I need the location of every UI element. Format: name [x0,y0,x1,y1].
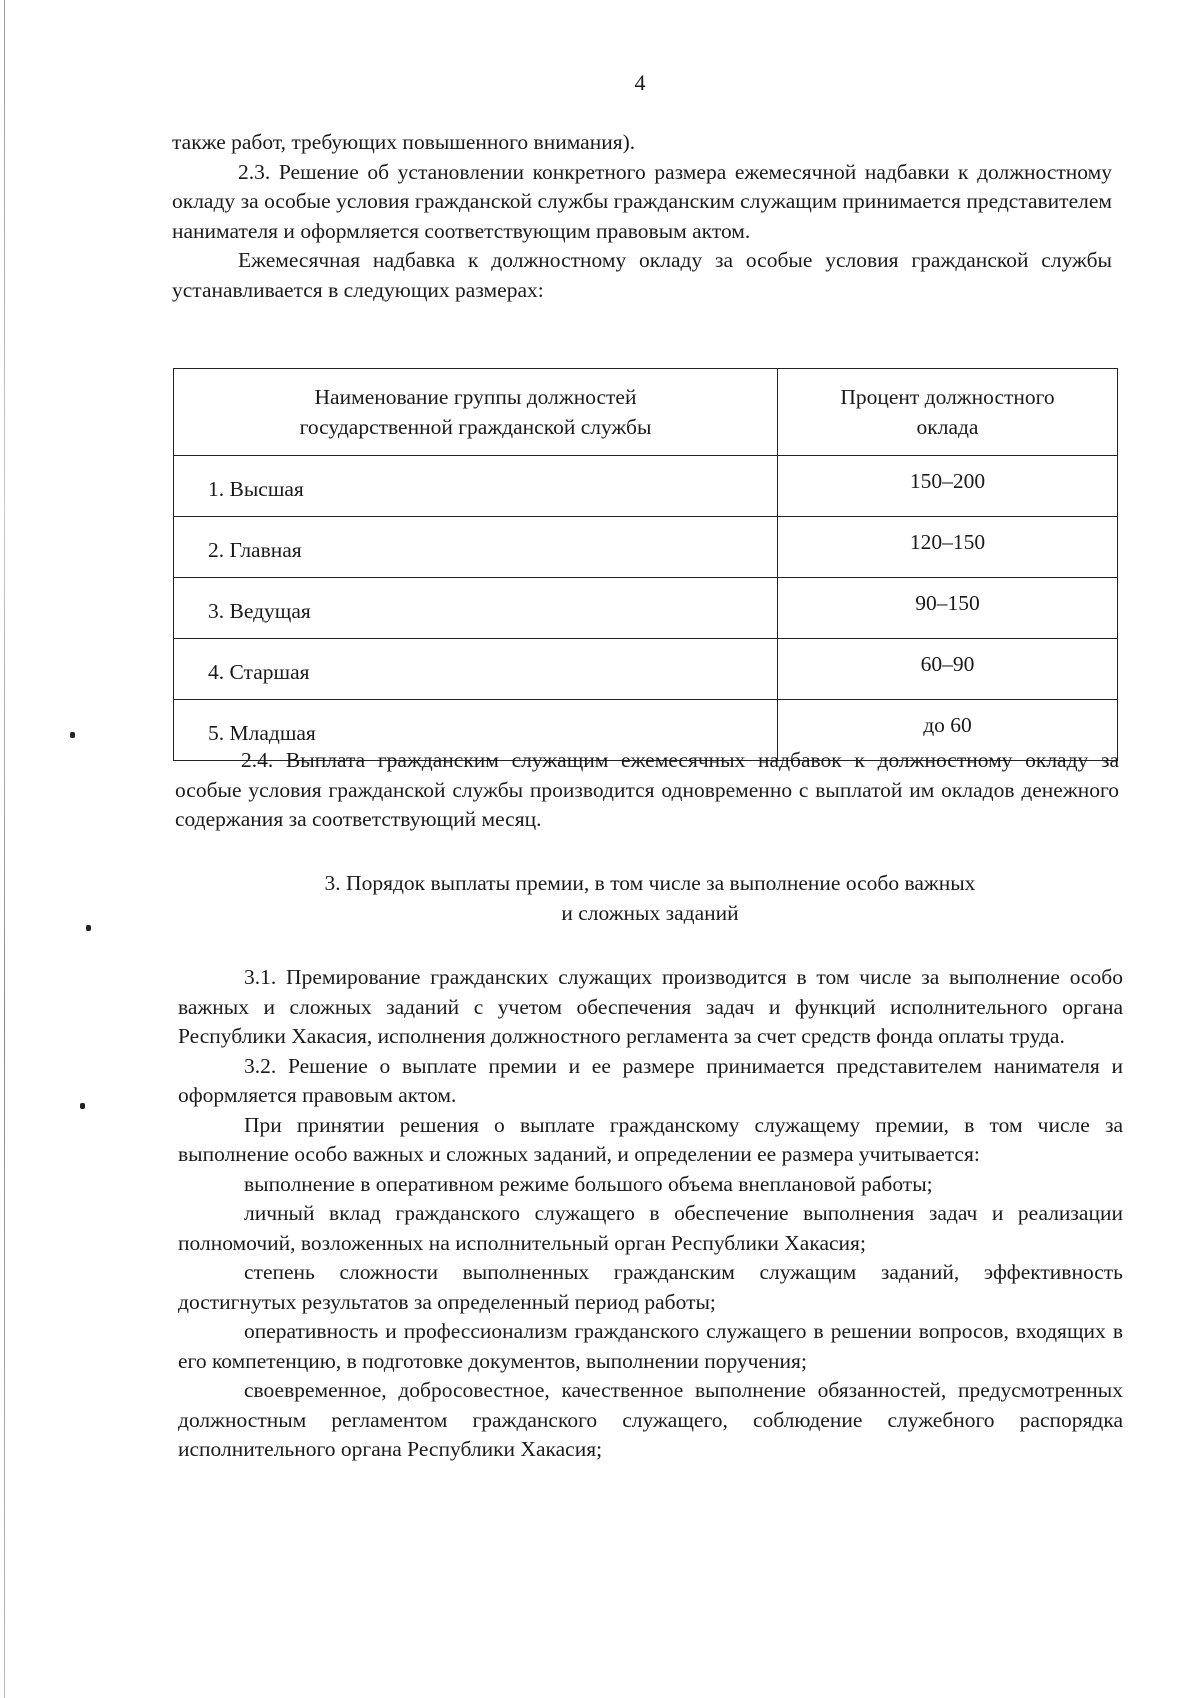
group-name: 3. Ведущая [174,578,778,639]
group-name: 5. Младшая [174,700,778,761]
paragraph-allowance-intro: Ежемесячная надбавка к должностному окладу за особые условия гражданской службы устанавливается в следующих размерах: [172,248,1112,302]
paragraph-2-4: 2.4. Выплата гражданским служащим ежемесячных надбавок к должностному окладу за особые условия гражданской службы производится одновременно с выплатой им окладов денежного содержания за соответствующий месяц. [175,748,1119,831]
paragraph-2-3: 2.3. Решение об установлении конкретного размера ежемесячной надбавки к должностному окладу за особые условия гражданской службы гражданским служащим принимается представителем нанимателя и оформляется соответствующим правовым актом. [172,159,1112,243]
heading-line-2: и сложных заданий [561,901,739,925]
criterion-item: своевременное, добросовестное, качественное выполнение обязанностей, предусмотренных должностным регламентом гражданского служащего, соблюдение служебного распорядка исполнительного органа Республики Хакасия; [178,1378,1123,1461]
criterion-item: степень сложности выполненных гражданским служащим заданий, эффективность достигнутых результатов за определенный период работы; [178,1260,1123,1314]
table-row [174,578,1118,639]
group-name: 4. Старшая [174,639,778,700]
group-percent: до 60 [778,700,1118,761]
scan-edge-line [4,0,5,1698]
criterion-item: выполнение в оперативном режиме большого объема внеплановой работы; [244,1171,933,1196]
table-header-row [174,369,1118,456]
group-percent: 60–90 [778,639,1118,700]
paragraph-3-2: 3.2. Решение о выплате премии и ее размере принимается представителем нанимателя и оформляется правовым актом. [178,1053,1123,1107]
heading-line-1: 3. Порядок выплаты премии, в том числе за выполнение особо важных [324,871,976,895]
paragraph-2-4-block [175,746,1119,835]
paragraph-3-1: 3.1. Премирование гражданских служащих производится в том числе за выполнение особо важных и сложных заданий с учетом обеспечения задач и функций исполнительного органа Республики Хакасия, исполнения должностного регламента за счет средств фонда оплаты труда. [178,965,1123,1048]
paragraph: также работ, требующих повышенного внимания). [172,130,636,154]
scan-speck [86,925,91,931]
group-name: 2. Главная [174,517,778,578]
scan-speck [70,732,75,738]
scan-speck [80,1103,85,1109]
page-number: 4 [634,70,646,95]
table-row [174,517,1118,578]
table-row [174,456,1118,517]
section-3-body [178,963,1123,1465]
paragraph-criteria-intro: При принятии решения о выплате гражданскому служащему премии, в том числе за выполнение особо важных и сложных заданий, и определении ее размера учитывается: [178,1112,1123,1166]
group-percent: 150–200 [778,456,1118,517]
group-name: 1. Высшая [174,456,778,517]
header-group: Наименование группы должностей государственной гражданской службы [174,369,778,456]
table-row [174,639,1118,700]
section-3-heading [240,868,1060,928]
criterion-item: личный вклад гражданского служащего в обеспечение выполнения задач и реализации полномочий, возложенных на исполнительный орган Республики Хакасия; [178,1201,1123,1255]
criterion-item: оперативность и профессионализм гражданского служащего в решении вопросов, входящих в его компетенцию, в подготовке документов, выполнении поручения; [178,1319,1123,1373]
allowance-table [173,368,1118,761]
group-percent: 120–150 [778,517,1118,578]
group-percent: 90–150 [778,578,1118,639]
intro-block [172,128,1112,305]
header-percent: Процент должностного оклада [778,369,1118,456]
